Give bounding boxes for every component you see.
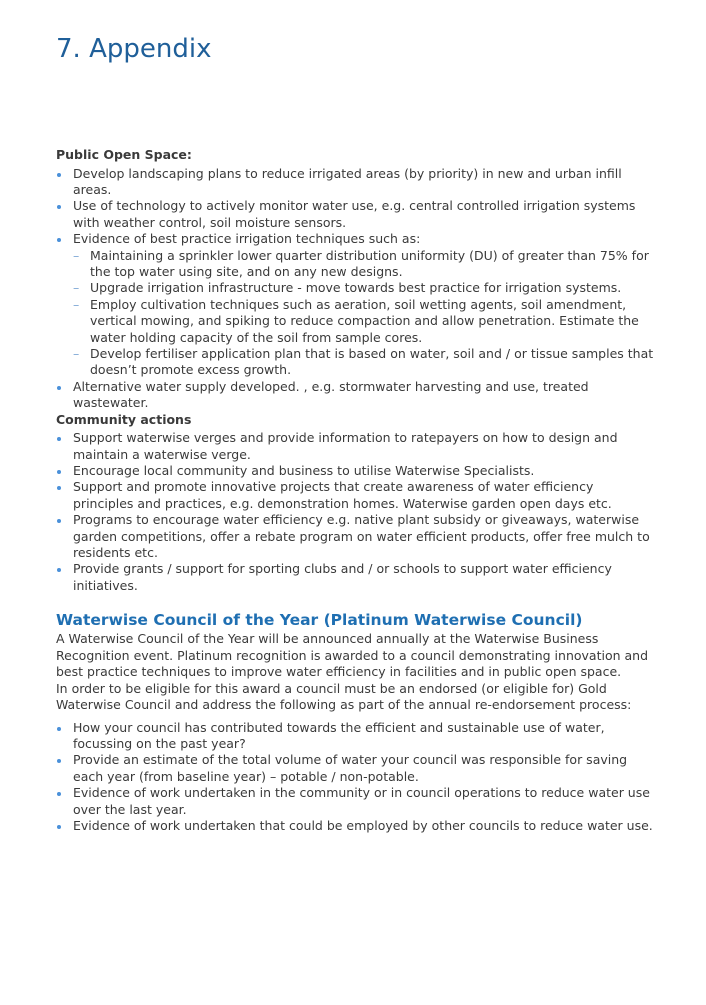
list-item: Encourage local community and business to utilise Waterwise Specialists.: [56, 463, 656, 479]
list-item: Develop landscaping plans to reduce irrigated areas (by priority) in new and urban infill areas.: [56, 166, 656, 199]
page-content: [56, 147, 656, 835]
sub-list-item: – Upgrade irrigation infrastructure - move towards best practice for irrigation systems.: [73, 280, 656, 296]
council-of-year-heading: Waterwise Council of the Year (Platinum Waterwise Council): [56, 611, 583, 630]
list-item: [56, 231, 656, 379]
list-item: Use of technology to actively monitor water use, e.g. central controlled irrigation systems with weather control, soil moisture sensors.: [56, 198, 656, 231]
community-actions-heading: Community actions: [56, 411, 192, 427]
list-item: Support and promote innovative projects that create awareness of water efficiency principles and practices, e.g. demonstration homes. Waterwise garden open days etc.: [56, 479, 656, 512]
sub-list-item: – Develop fertiliser application plan that is based on water, soil and / or tissue samples that doesn’t promote excess growth.: [73, 346, 656, 379]
list-item: Support waterwise verges and provide information to ratepayers on how to design and maintain a waterwise verge.: [56, 430, 656, 463]
council-of-year-paragraph: A Waterwise Council of the Year will be announced annually at the Waterwise Business Recognition event. Platinum recognition is awarded to a council demonstrating innovation and best practice techniques to improve water efficiency in facilities and in public open space.: [56, 631, 649, 680]
list-item-text: Evidence of best practice irrigation techniques such as:: [73, 231, 421, 247]
list-item: Provide an estimate of the total volume of water your council was responsible for saving each year (from baseline year) – potable / non-potable.: [56, 752, 656, 785]
irrigation-techniques-sublist: [73, 248, 656, 379]
list-item: How your council has contributed towards the efficient and sustainable use of water, focussing on the past year?: [56, 720, 656, 753]
sub-list-item: – Maintaining a sprinkler lower quarter distribution uniformity (DU) of greater than 75% for the top water using site, and on any new designs.: [73, 248, 656, 281]
eligibility-list: [56, 720, 656, 835]
list-item: Evidence of work undertaken that could be employed by other councils to reduce water use.: [56, 818, 656, 834]
community-actions-list: [56, 430, 656, 594]
public-open-space-list: [56, 166, 656, 412]
sub-list-item: – Employ cultivation techniques such as aeration, soil wetting agents, soil amendment, vertical mowing, and spiking to reduce compaction and allow penetration. Estimate the water holding capacity of the soil from sample cores.: [73, 297, 656, 346]
eligibility-paragraph: In order to be eligible for this award a council must be an endorsed (or eligible for) Gold Waterwise Council and address the following as part of the annual re-endorsement process:: [56, 680, 632, 713]
list-item: Evidence of work undertaken in the community or in council operations to reduce water use over the last year.: [56, 785, 656, 818]
list-item: Provide grants / support for sporting clubs and / or schools to support water efficiency initiatives.: [56, 561, 656, 594]
public-open-space-heading: Public Open Space:: [56, 147, 192, 162]
page-title: 7. Appendix: [56, 34, 212, 64]
list-item: Alternative water supply developed. , e.g. stormwater harvesting and use, treated wastewater.: [56, 379, 656, 412]
list-item: Programs to encourage water efficiency e.g. native plant subsidy or giveaways, waterwise garden competitions, offer a rebate program on water efficient products, offer free mulch to residents etc.: [56, 512, 656, 561]
